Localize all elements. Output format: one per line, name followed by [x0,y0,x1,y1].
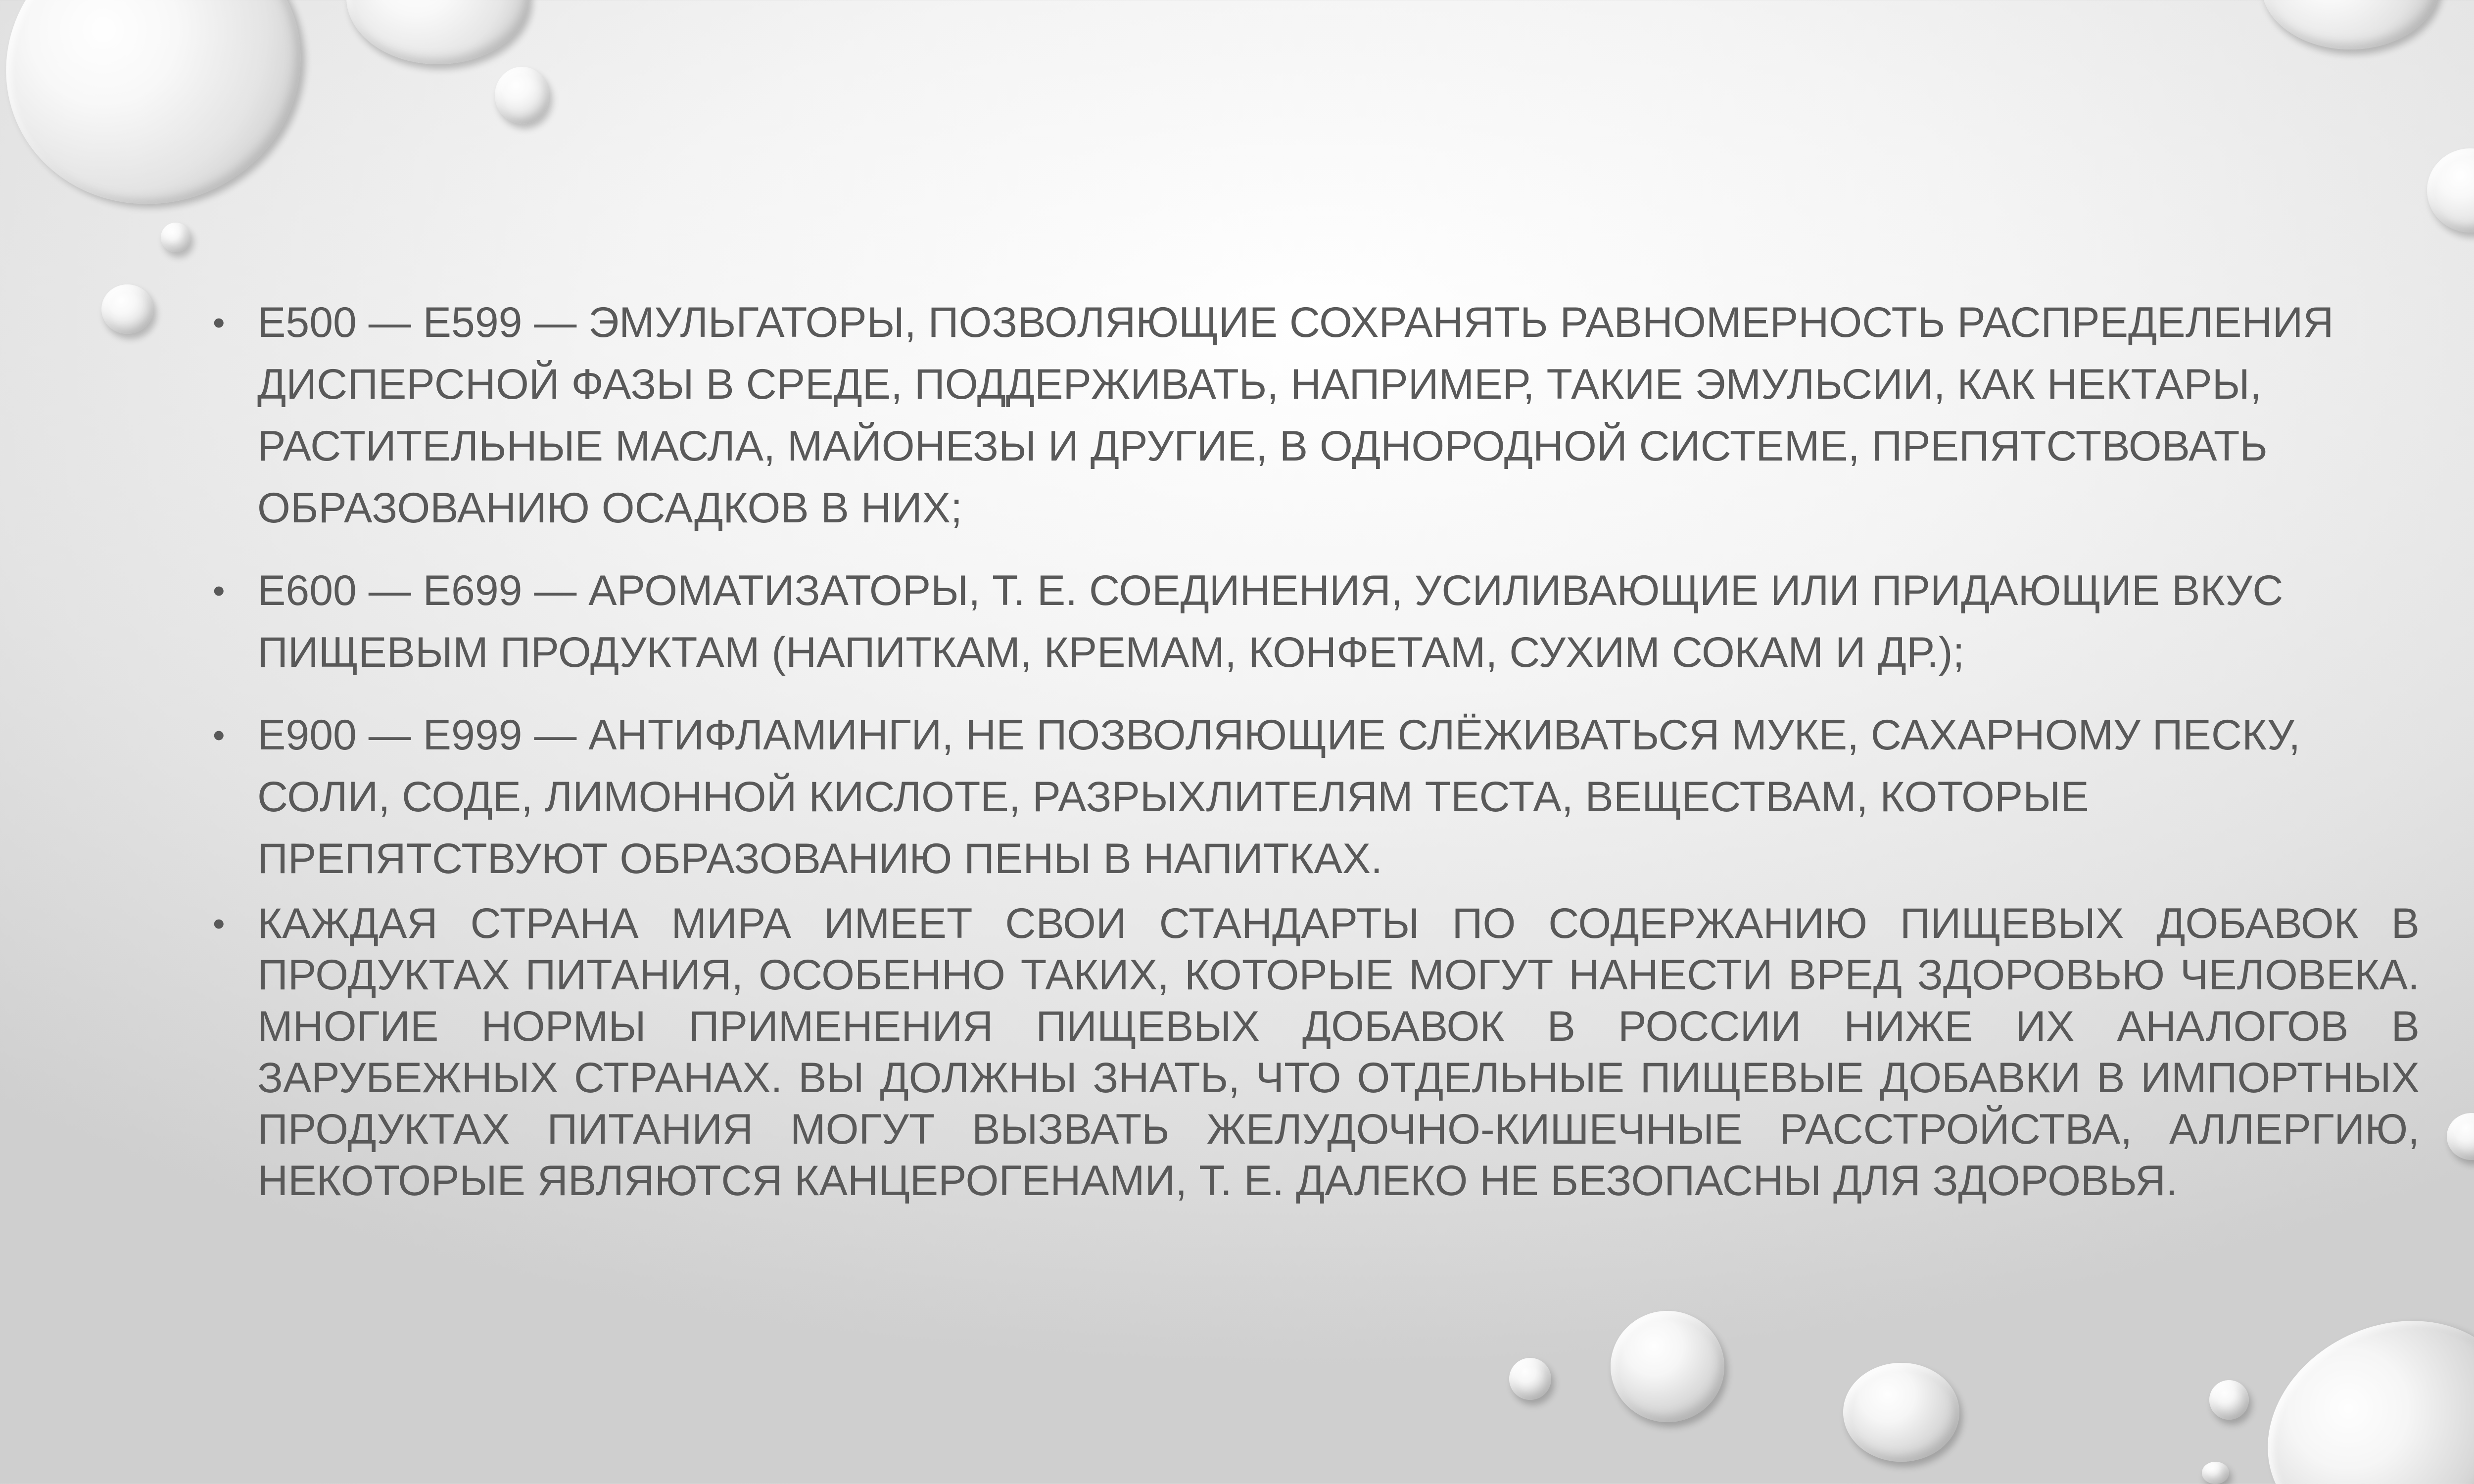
bullet-item [208,704,2420,890]
water-drop-decoration [0,0,340,245]
water-drop-decoration [2232,1281,2474,1484]
water-drop-decoration [101,284,153,334]
bullet-text: Е500 — Е599 — ЭМУЛЬГАТОРЫ, ПОЗВОЛЯЮЩИЕ СОХРАНЯТЬ РАВНОМЕРНОСТЬ РАСПРЕДЕЛЕНИЯ ДИСПЕРСНОЙ ФАЗЫ В СРЕДЕ, ПОДДЕРЖИВАТЬ, НАПРИМЕР, ТАКИЕ ЭМУЛЬСИИ, КАК НЕКТАРЫ, РАСТИТЕЛЬНЫЕ МАСЛА, МАЙОНЕЗЫ И ДРУГИЕ, В ОДНОРОДНОЙ СИСТЕМЕ, ПРЕПЯТСТВОВАТЬ ОБРАЗОВАНИЮ ОСАДКОВ В НИХ; [257,299,2334,532]
bullet-marker: • [213,716,225,754]
bullet-marker: • [213,571,225,610]
water-drop-decoration [346,0,529,64]
bullet-text: КАЖДАЯ СТРАНА МИРА ИМЕЕТ СВОИ СТАНДАРТЫ ПО СОДЕРЖАНИЮ ПИЩЕВЫХ ДОБАВОК В ПРОДУКТАХ ПИТАНИЯ, ОСОБЕННО ТАКИХ, КОТОРЫЕ МОГУТ НАНЕСТИ ВРЕД ЗДОРОВЬЮ ЧЕЛОВЕКА. МНОГИЕ НОРМЫ ПРИМЕНЕНИЯ ПИЩЕВЫХ ДОБАВОК В РОССИИ НИЖЕ ИХ АНАЛОГОВ В ЗАРУБЕЖНЫХ СТРАНАХ. ВЫ ДОЛЖНЫ ЗНАТЬ, ЧТО ОТДЕЛЬНЫЕ ПИЩЕВЫЕ ДОБАВКИ В ИМПОРТНЫХ ПРОДУКТАХ ПИТАНИЯ МОГУТ ВЫЗВАТЬ ЖЕЛУДОЧНО-КИШЕЧНЫЕ РАССТРОЙСТВА, АЛЛЕРГИЮ, НЕКОТОРЫЕ ЯВЛЯЮТСЯ КАНЦЕРОГЕНАМИ, Т. Е. ДАЛЕКО НЕ БЕЗОПАСНЫ ДЛЯ ЗДОРОВЬЯ. [257,900,2420,1205]
water-drop-decoration [2427,148,2474,232]
water-drop-decoration [495,67,549,124]
water-drop-decoration [2209,1380,2249,1420]
water-drop-decoration [2261,0,2439,49]
slide-body [208,292,2420,1206]
water-drop-decoration [161,223,190,252]
water-drop-decoration [1509,1358,1551,1400]
bullet-item [208,560,2420,684]
bullet-text: Е900 — Е999 — АНТИФЛАМИНГИ, НЕ ПОЗВОЛЯЮЩИЕ СЛЁЖИВАТЬСЯ МУКЕ, САХАРНОМУ ПЕСКУ, СОЛИ, СОДЕ, ЛИМОННОЙ КИСЛОТЕ, РАЗРЫХЛИТЕЛЯМ ТЕСТА, ВЕЩЕСТВАМ, КОТОРЫЕ ПРЕПЯТСТВУЮТ ОБРАЗОВАНИЮ ПЕНЫ В НАПИТКАХ. [257,711,2301,882]
water-drop-decoration [1611,1311,1724,1422]
bullet-item [208,898,2420,1206]
water-drop-decoration [1843,1363,1959,1462]
bullet-text: Е600 — Е699 — АРОМАТИЗАТОРЫ, Т. Е. СОЕДИНЕНИЯ, УСИЛИВАЮЩИЕ ИЛИ ПРИДАЮЩИЕ ВКУС ПИЩЕВЫМ ПРОДУКТАМ (НАПИТКАМ, КРЕМАМ, КОНФЕТАМ, СУХИМ СОКАМ И ДР.); [257,567,2284,676]
water-drop-decoration [2202,1462,2229,1484]
water-drop-decoration [2447,1113,2474,1160]
bullet-marker: • [213,303,225,342]
bullet-marker: • [213,904,225,943]
bullet-item [208,292,2420,539]
